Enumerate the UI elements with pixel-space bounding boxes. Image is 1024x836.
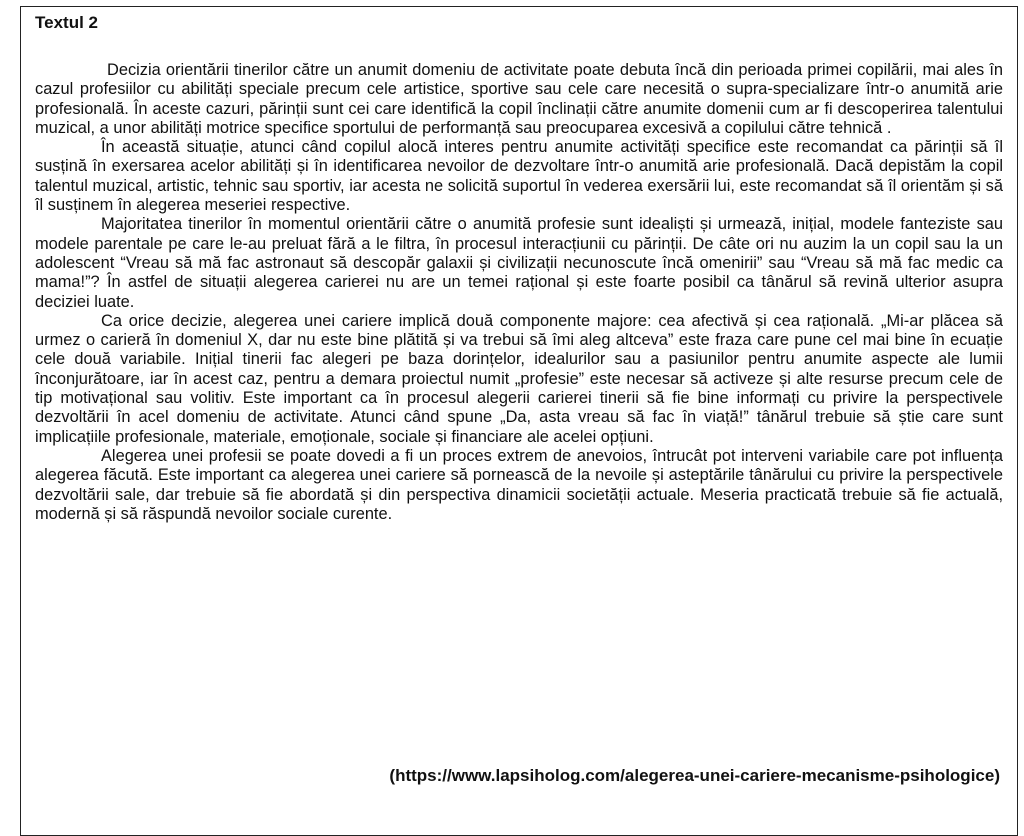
source-citation: (https://www.lapsiholog.com/alegerea-unei-cariere-mecanisme-psihologice)	[389, 766, 1000, 785]
paragraph-2: În această situație, atunci când copilul alocă interes pentru anumite activități specifice este recomandat ca părinții să îl susțină în exersarea acelor abilități și în identificarea nevoilor de dezvoltare într-o anumită arie profesională. Dacă depistăm la copil talentul muzical, artistic, tehnic sau sportiv, iar acesta ne solicită suportul în vederea exersării lui, este recomandat să îl orientăm și să îl susținem în alegerea meseriei respective.	[35, 138, 1003, 215]
paragraph-3: Majoritatea tinerilor în momentul orientării către o anumită profesie sunt idealiști și urmează, inițial, modele fanteziste sau modele parentale pe care le-au preluat fără a le filtra, în procesul interacțiunii cu părinții. De câte ori nu auzim la un copil sau la un adolescent “Vreau să mă fac astronaut să descopăr galaxii și civilizații necunoscute încă omenirii” sau “Vreau să mă fac medic ca mama!”? În astfel de situații alegerea carierei nu are un temei rațional și este foarte posibil ca tânărul să revină ulterior asupra deciziei luate.	[35, 215, 1003, 311]
paragraph-5: Alegerea unei profesii se poate dovedi a fi un proces extrem de anevoios, întrucât pot interveni variabile care pot influența alegerea făcută. Este important ca alegerea unei cariere să pornească de la nevoile și asteptările tânărului cu privire la perspectivele dezvoltării sale, dar trebuie să fie abordată și din perspectiva dinamicii societății actuale. Meseria practicată trebuie să fie actuală, modernă și să răspundă nevoilor sociale curente.	[35, 446, 1003, 523]
document-body	[35, 61, 1003, 524]
paragraph-4: Ca orice decizie, alegerea unei cariere implică două componente majore: cea afectivă și cea rațională. „Mi-ar plăcea să urmez o carieră în domeniul X, dar nu este bine plătită și va trebui să îmi aleg altceva” este fraza care pune cel mai bine în ecuație cele două variabile. Inițial tinerii fac alegeri pe baza dorințelor, idealurilor sau a pasiunilor pentru anumite aspecte ale lumii înconjurătoare, iar în acest caz, pentru a demara proiectul numit „profesie” este necesar să activeze și alte resurse precum cele de tip motivațional sau volitiv. Este important ca în procesul alegerii carierei tinerii să fie bine informați cu privire la perspectivele dezvoltării în acel domeniu de activitate. Atunci când spune „Da, asta vreau să fac în viață!” tânărul trebuie să știe care sunt implicațiile profesionale, materiale, emoționale, sociale și financiare ale acelei opțiuni.	[35, 311, 1003, 446]
document-title: Textul 2	[35, 13, 98, 32]
paragraph-1: Decizia orientării tinerilor către un anumit domeniu de activitate poate debuta încă din perioada primei copilării, mai ales în cazul profesiilor cu abilități speciale precum cele artistice, sportive sau cele care necesită o supra-specializare într-o anumită arie profesională. În aceste cazuri, părinții sunt cei care identifică la copil înclinații către anumite domenii cum ar fi descoperirea talentului muzical, a unor abilități motrice specifice sportului de performanță sau preocuparea excesivă a copilului către tehnică .	[35, 61, 1003, 137]
